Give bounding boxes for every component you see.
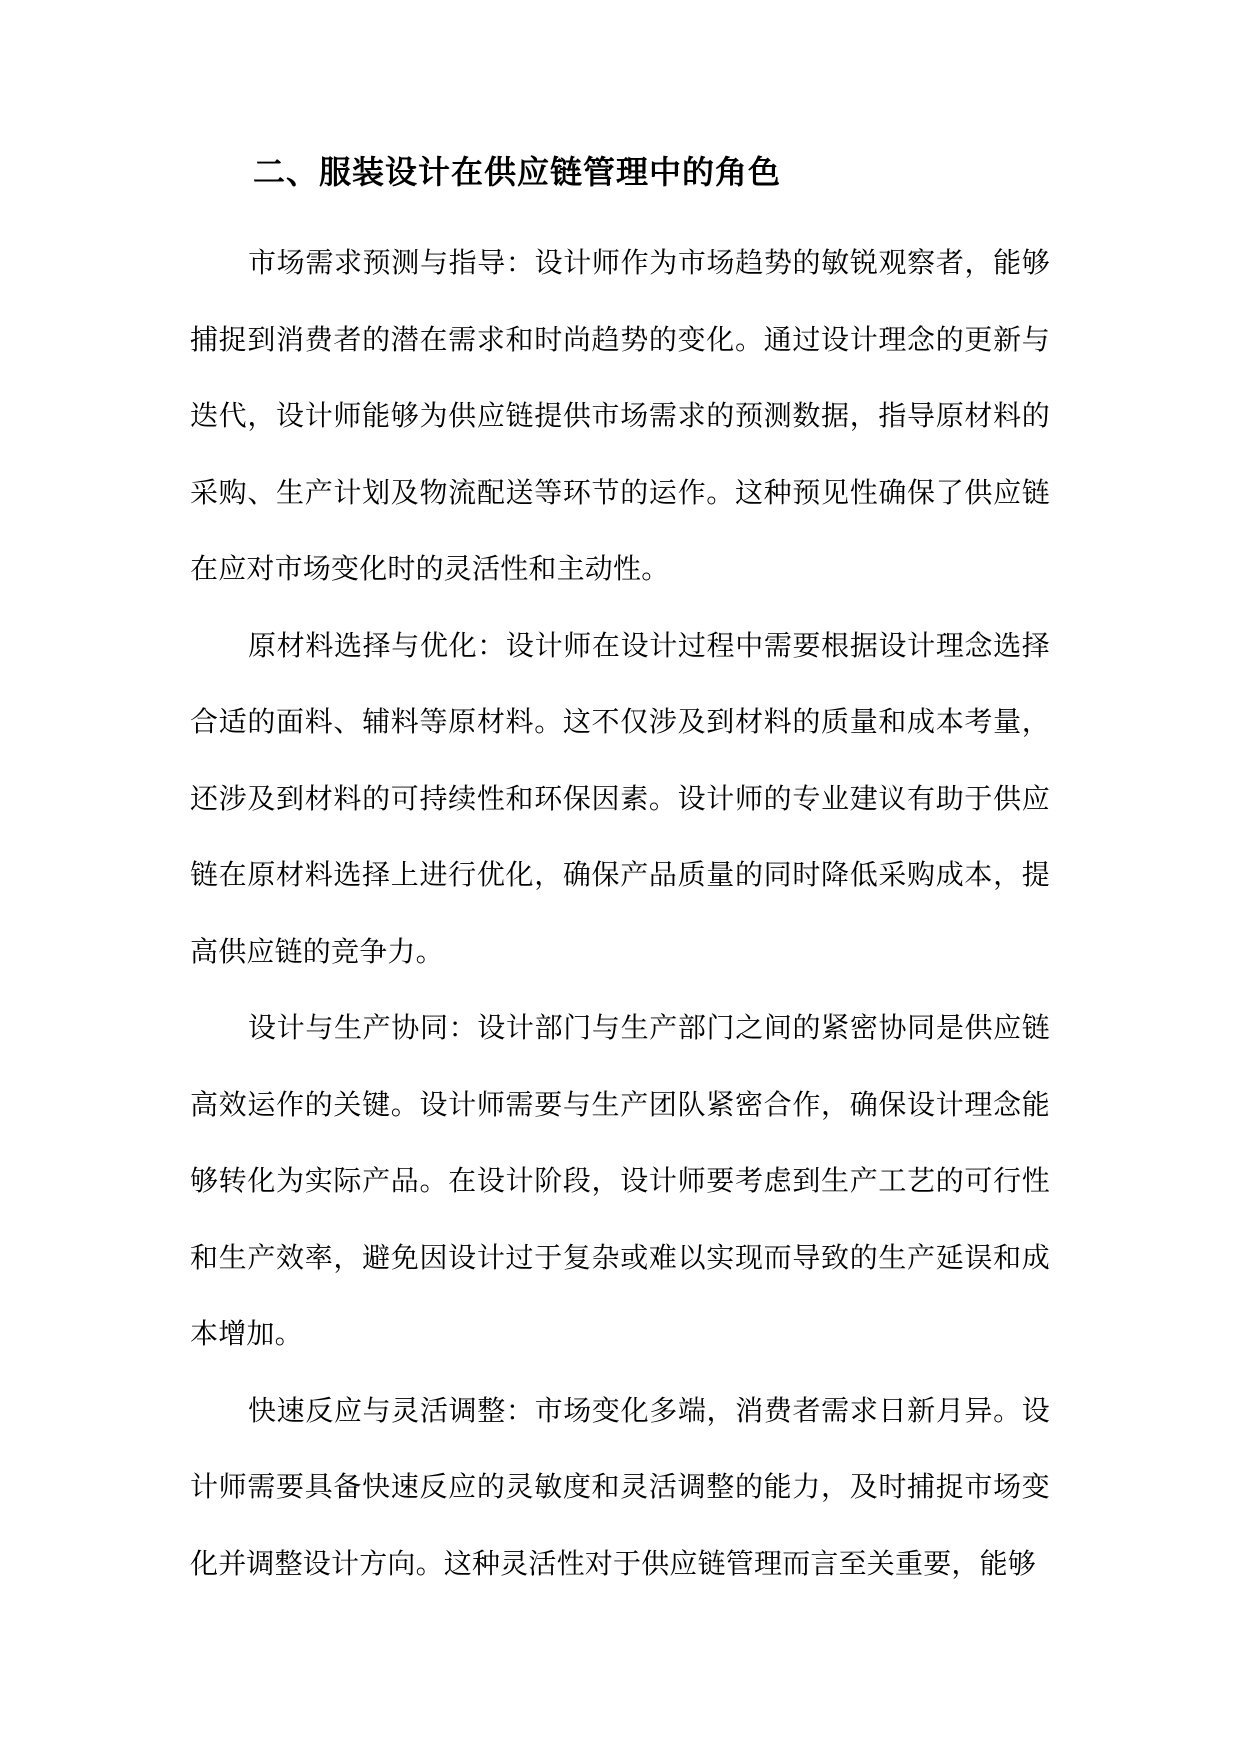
- body-text: [190, 225, 1050, 1602]
- paragraph-demand-forecast: 市场需求预测与指导：设计师作为市场趋势的敏锐观察者，能够捕捉到消费者的潜在需求和时尚趋势的变化。通过设计理念的更新与迭代，设计师能够为供应链提供市场需求的预测数据，指导原材料的采购、生产计划及物流配送等环节的运作。这种预见性确保了供应链在应对市场变化时的灵活性和主动性。: [190, 246, 1050, 585]
- paragraph-design-production: 设计与生产协同：设计部门与生产部门之间的紧密协同是供应链高效运作的关键。设计师需要与生产团队紧密合作，确保设计理念能够转化为实际产品。在设计阶段，设计师要考虑到生产工艺的可行性和生产效率，避免因设计过于复杂或难以实现而导致的生产延误和成本增加。: [190, 1011, 1050, 1350]
- paragraph-quick-response: 快速反应与灵活调整：市场变化多端，消费者需求日新月异。设计师需要具备快速反应的灵敏度和灵活调整的能力，及时捕捉市场变化并调整设计方向。这种灵活性对于供应链管理而言至关重要，能够: [190, 1393, 1050, 1580]
- paragraph-material-selection: 原材料选择与优化：设计师在设计过程中需要根据设计理念选择合适的面料、辅料等原材料。这不仅涉及到材料的质量和成本考量，还涉及到材料的可持续性和环保因素。设计师的专业建议有助于供应链在原材料选择上进行优化，确保产品质量的同时降低采购成本，提高供应链的竞争力。: [190, 628, 1050, 968]
- section-heading: 二、服装设计在供应链管理中的角色: [253, 153, 782, 191]
